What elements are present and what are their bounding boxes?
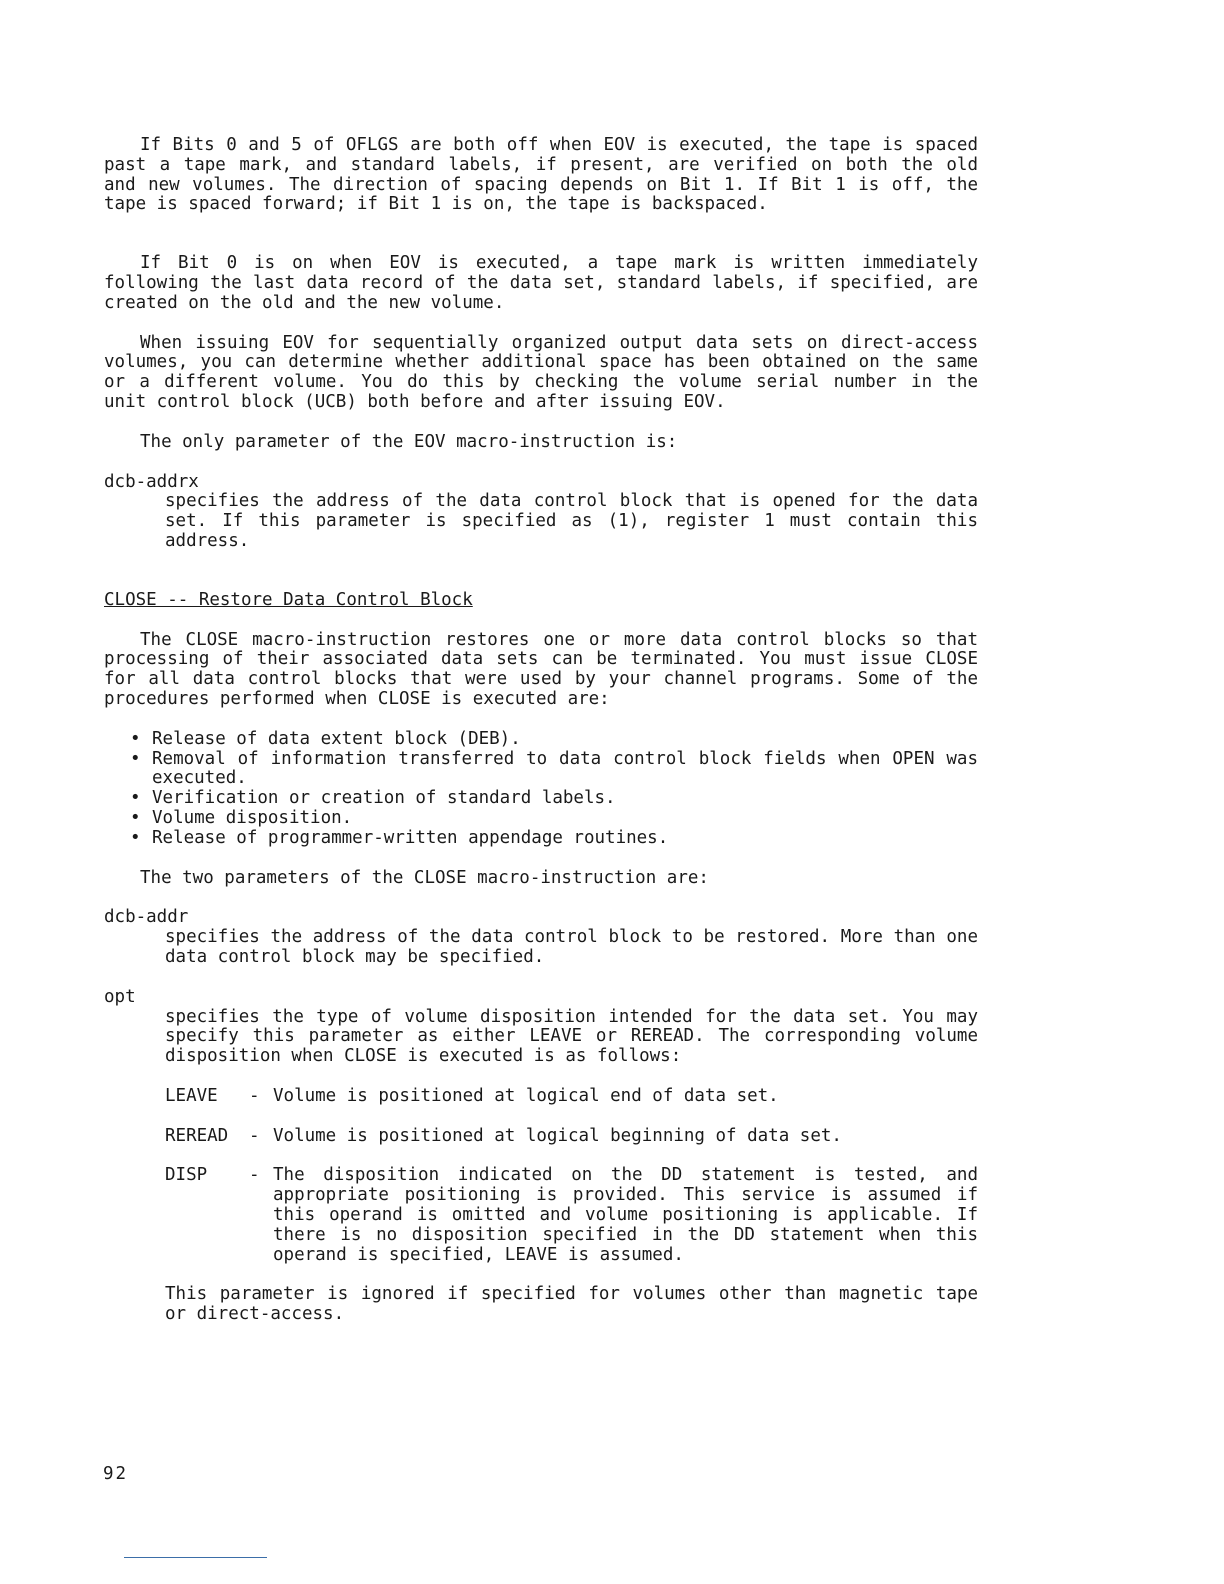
opt-row-disp bbox=[165, 1166, 978, 1265]
paragraph-close-intro: The CLOSE macro-instruction restores one or more data control blocks so that processing of their associated data sets can be terminated. You must issue CLOSE for all data control blocks that were used by your channel programs. Some of the procedures performed when CLOSE is executed are: bbox=[104, 629, 978, 709]
opt-row-leave bbox=[165, 1087, 978, 1107]
list-item: • Release of data extent block (DEB). bbox=[130, 728, 521, 749]
param-term-opt: opt bbox=[104, 986, 136, 1007]
opt-name: REREAD bbox=[165, 1125, 229, 1146]
footer-rule bbox=[124, 1557, 267, 1558]
paragraph-issuing-eov: When issuing EOV for sequentially organized output data sets on direct-access volumes, you can determine whether additional space has been obtained on the same or a different volume. You do this by checking the volume serial number in the unit control block (UCB) both before and after issuing EOV. bbox=[104, 332, 978, 412]
bullet-icon: • bbox=[130, 788, 141, 809]
opt-row-reread bbox=[165, 1127, 978, 1147]
list-item: • Release of programmer-written appendage routines. bbox=[130, 827, 669, 848]
section-heading-close: CLOSE -- Restore Data Control Block bbox=[104, 589, 473, 610]
paragraph-oflgs-bits: If Bits 0 and 5 of OFLGS are both off when EOV is executed, the tape is spaced past a tape mark, and standard labels, if present, are verified on both the old and new volumes. The direction of spacing depends on Bit 1. If Bit 1 is off, the tape is spaced forward; if Bit 1 is on, the tape is backspaced. bbox=[104, 135, 978, 215]
param-def-dcb-addr: specifies the address of the data control block to be restored. More than one data control block may be specified. bbox=[165, 927, 978, 967]
opt-desc: - The disposition indicated on the DD statement is tested, and appropriate positioning is provided. This service is assumed if this operand is omitted and volume positioning is applicable. If there is no disposition specified in the DD statement when this operand is specified, LEAVE is assumed. bbox=[249, 1165, 978, 1265]
param-def-opt: specifies the type of volume disposition intended for the data set. You may specify this parameter as either LEAVE or REREAD. The corresponding volume disposition when CLOSE is executed is as follows: bbox=[165, 1006, 978, 1067]
bullet-icon: • bbox=[130, 728, 141, 749]
close-procedures-list bbox=[104, 730, 978, 849]
bullet-icon: • bbox=[130, 748, 141, 769]
opt-desc: - Volume is positioned at logical end of data set. bbox=[249, 1085, 779, 1106]
param-def-dcb-addrx: specifies the address of the data control block that is opened for the data set. If this parameter is specified as (1), register 1 must contain this address. bbox=[165, 491, 978, 551]
paragraph-closing-note: This parameter is ignored if specified for volumes other than magnetic tape or direct-access. bbox=[165, 1284, 978, 1325]
param-term-dcb-addrx: dcb-addrx bbox=[104, 471, 199, 492]
param-term-dcb-addr: dcb-addr bbox=[104, 907, 189, 928]
paragraph-close-params-intro: The two parameters of the CLOSE macro-instruction are: bbox=[140, 867, 709, 888]
bullet-icon: • bbox=[130, 827, 141, 848]
opt-name: LEAVE bbox=[165, 1085, 218, 1106]
document-page bbox=[104, 136, 978, 1345]
list-item: • Removal of information transferred to data control block fields when OPEN was executed. bbox=[130, 748, 978, 789]
opt-values-table bbox=[165, 1087, 978, 1266]
list-item: • Verification or creation of standard labels. bbox=[130, 788, 616, 809]
paragraph-eov-param-intro: The only parameter of the EOV macro-instruction is: bbox=[140, 431, 678, 452]
list-item: • Volume disposition. bbox=[130, 807, 353, 828]
bullet-icon: • bbox=[130, 807, 141, 828]
opt-name: DISP bbox=[165, 1165, 208, 1186]
opt-desc: - Volume is positioned at logical beginning of data set. bbox=[249, 1125, 842, 1146]
paragraph-bit0-on: If Bit 0 is on when EOV is executed, a tape mark is written immediately following the last data record of the data set, standard labels, if specified, are created on the old and the new volume. bbox=[104, 253, 978, 313]
page-number: 92 bbox=[103, 1464, 129, 1484]
